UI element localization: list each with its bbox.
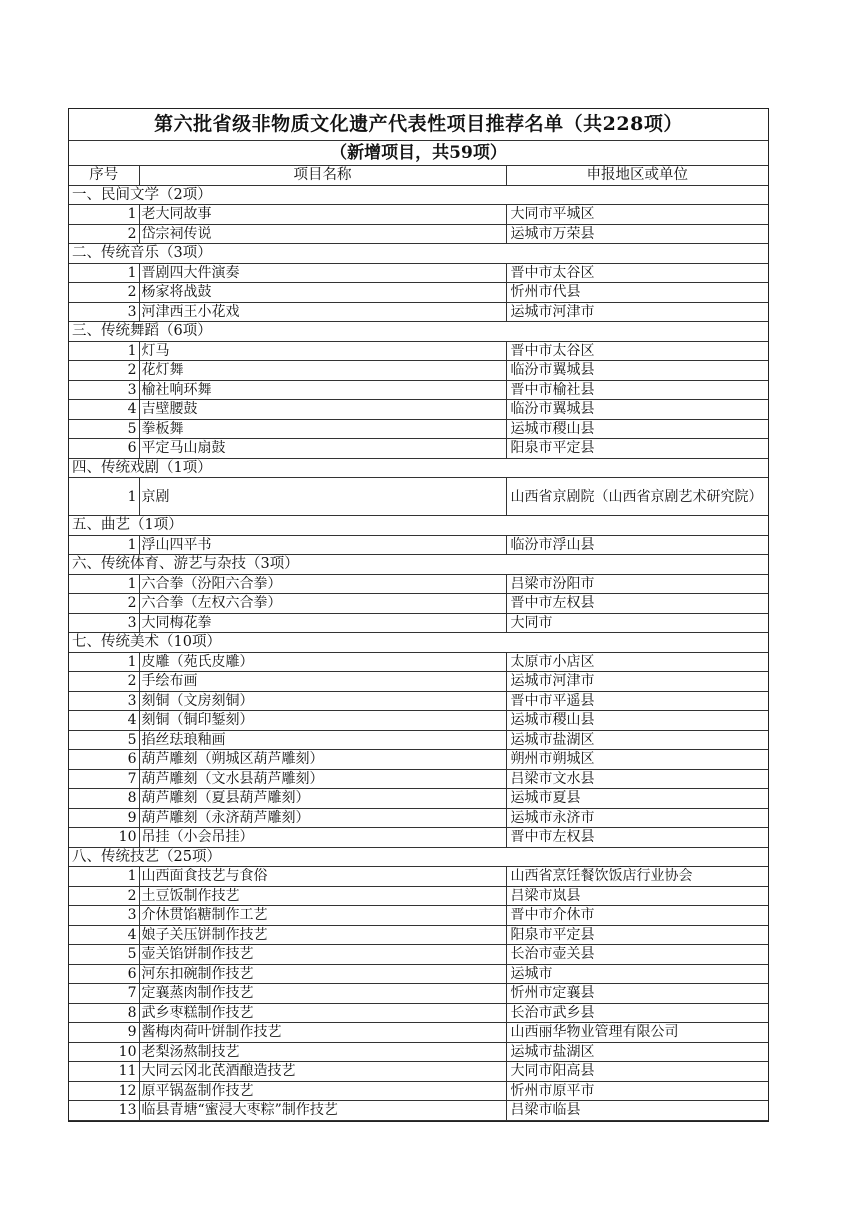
item-number: 9 [69,808,139,828]
item-number: 6 [69,750,139,770]
item-region: 运城市夏县 [506,789,768,809]
item-number: 2 [69,886,139,906]
item-number: 10 [69,1042,139,1062]
item-name: 老大同故事 [139,205,506,225]
table-row [69,1042,768,1062]
item-number: 11 [69,1062,139,1082]
table-row [69,769,768,789]
table-row [69,341,768,361]
item-region: 山西省京剧院（山西省京剧艺术研究院） [506,478,768,516]
item-number: 3 [69,691,139,711]
item-name: 大同梅花拳 [139,613,506,633]
item-region: 长治市武乡县 [506,1003,768,1023]
item-name: 原平锅盔制作技艺 [139,1081,506,1101]
item-name: 河东扣碗制作技艺 [139,964,506,984]
item-number: 1 [69,867,139,887]
item-number: 4 [69,400,139,420]
item-region: 临汾市翼城县 [506,361,768,381]
item-number: 5 [69,730,139,750]
item-region: 朔州市朔城区 [506,750,768,770]
item-name: 山西面食技艺与食俗 [139,867,506,887]
item-number: 3 [69,302,139,322]
table-row [69,1062,768,1082]
category-row [69,458,768,478]
category-label: 一、民间文学（2项） [69,185,768,205]
item-region: 吕梁市临县 [506,1101,768,1121]
table-row [69,984,768,1004]
table-row [69,478,768,516]
item-name: 京剧 [139,478,506,516]
item-number: 1 [69,263,139,283]
item-name: 刻铜（文房刻铜） [139,691,506,711]
table-row [69,945,768,965]
table-row [69,906,768,926]
item-number: 10 [69,828,139,848]
item-number: 6 [69,964,139,984]
category-label: 四、传统戏剧（1项） [69,458,768,478]
item-name: 六合拳（左权六合拳） [139,594,506,614]
item-name: 杨家将战鼓 [139,283,506,303]
table-row [69,574,768,594]
item-number: 1 [69,652,139,672]
item-number: 1 [69,574,139,594]
item-region: 运城市稷山县 [506,419,768,439]
item-number: 3 [69,906,139,926]
item-region: 山西省烹饪餐饮饭店行业协会 [506,867,768,887]
item-region: 运城市稷山县 [506,711,768,731]
table-row [69,439,768,459]
item-number: 2 [69,672,139,692]
item-name: 榆社响环舞 [139,380,506,400]
item-number: 6 [69,439,139,459]
item-number: 1 [69,205,139,225]
item-name: 定襄蒸肉制作技艺 [139,984,506,1004]
category-label: 三、传统舞蹈（6项） [69,322,768,342]
item-region: 运城市 [506,964,768,984]
item-region: 晋中市介休市 [506,906,768,926]
table-row [69,361,768,381]
item-number: 2 [69,283,139,303]
item-number: 2 [69,224,139,244]
table-row [69,1003,768,1023]
item-region: 运城市万荣县 [506,224,768,244]
item-region: 晋中市左权县 [506,828,768,848]
item-number: 4 [69,711,139,731]
table-row [69,925,768,945]
table-row [69,419,768,439]
table-row [69,224,768,244]
item-name: 掐丝珐琅釉画 [139,730,506,750]
category-row [69,244,768,264]
item-name: 刻铜（铜印錾刻） [139,711,506,731]
item-region: 大同市 [506,613,768,633]
item-region: 阳泉市平定县 [506,439,768,459]
item-name: 土豆饭制作技艺 [139,886,506,906]
item-region: 临汾市浮山县 [506,535,768,555]
table-row [69,867,768,887]
item-region: 晋中市平遥县 [506,691,768,711]
table-row [69,886,768,906]
item-name: 临县青塘“蜜浸大枣粽”制作技艺 [139,1101,506,1121]
item-region: 太原市小店区 [506,652,768,672]
item-region: 山西丽华物业管理有限公司 [506,1023,768,1043]
item-number: 7 [69,769,139,789]
item-number: 1 [69,478,139,516]
table-row [69,400,768,420]
item-region: 大同市阳高县 [506,1062,768,1082]
item-name: 葫芦雕刻（朔城区葫芦雕刻） [139,750,506,770]
item-name: 皮雕（苑氏皮雕） [139,652,506,672]
item-name: 吊挂（小会吊挂） [139,828,506,848]
item-region: 阳泉市平定县 [506,925,768,945]
item-number: 8 [69,1003,139,1023]
table-body [69,185,768,1120]
category-row [69,185,768,205]
category-label: 五、曲艺（1项） [69,516,768,536]
item-name: 武乡枣糕制作技艺 [139,1003,506,1023]
table-row [69,263,768,283]
item-region: 晋中市太谷区 [506,341,768,361]
item-name: 晋剧四大件演奏 [139,263,506,283]
item-region: 晋中市左权县 [506,594,768,614]
item-number: 7 [69,984,139,1004]
item-name: 拳板舞 [139,419,506,439]
item-name: 葫芦雕刻（夏县葫芦雕刻） [139,789,506,809]
table-row [69,535,768,555]
category-row [69,633,768,653]
item-name: 壶关馅饼制作技艺 [139,945,506,965]
item-region: 忻州市原平市 [506,1081,768,1101]
table-row [69,828,768,848]
item-name: 岱宗祠传说 [139,224,506,244]
item-region: 运城市永济市 [506,808,768,828]
page-title: 第六批省级非物质文化遗产代表性项目推荐名单（共228项） [69,109,768,141]
item-number: 3 [69,380,139,400]
item-number: 2 [69,594,139,614]
item-number: 8 [69,789,139,809]
category-label: 二、传统音乐（3项） [69,244,768,264]
table-row [69,1101,768,1121]
item-name: 平定马山扇鼓 [139,439,506,459]
item-name: 灯马 [139,341,506,361]
table-row [69,808,768,828]
category-label: 七、传统美术（10项） [69,633,768,653]
item-region: 长治市壶关县 [506,945,768,965]
category-label: 八、传统技艺（25项） [69,847,768,867]
table-row [69,594,768,614]
category-row [69,555,768,575]
table-row [69,672,768,692]
item-region: 忻州市代县 [506,283,768,303]
item-name: 葫芦雕刻（文水县葫芦雕刻） [139,769,506,789]
item-region: 临汾市翼城县 [506,400,768,420]
item-number: 3 [69,613,139,633]
category-row [69,516,768,536]
table-row [69,730,768,750]
item-region: 忻州市定襄县 [506,984,768,1004]
item-number: 5 [69,945,139,965]
header-num: 序号 [69,166,139,185]
item-name: 河津西王小花戏 [139,302,506,322]
table-row [69,750,768,770]
category-row [69,847,768,867]
item-number: 5 [69,419,139,439]
item-number: 1 [69,535,139,555]
item-region: 吕梁市岚县 [506,886,768,906]
item-name: 大同云冈北芪酒酿造技艺 [139,1062,506,1082]
table-row [69,283,768,303]
project-table [69,166,768,1121]
header-region: 申报地区或单位 [506,166,768,185]
item-number: 1 [69,341,139,361]
item-region: 运城市盐湖区 [506,1042,768,1062]
item-region: 运城市河津市 [506,302,768,322]
item-name: 花灯舞 [139,361,506,381]
item-name: 老梨汤熬制技艺 [139,1042,506,1062]
table-row [69,1023,768,1043]
item-name: 娘子关压饼制作技艺 [139,925,506,945]
table-row [69,613,768,633]
table-row [69,789,768,809]
item-name: 酱梅肉荷叶饼制作技艺 [139,1023,506,1043]
category-row [69,322,768,342]
item-region: 吕梁市汾阳市 [506,574,768,594]
table-header-row [69,166,768,185]
item-number: 12 [69,1081,139,1101]
item-name: 六合拳（汾阳六合拳） [139,574,506,594]
item-region: 运城市河津市 [506,672,768,692]
table-row [69,1081,768,1101]
item-name: 浮山四平书 [139,535,506,555]
item-region: 晋中市太谷区 [506,263,768,283]
table-row [69,964,768,984]
item-number: 9 [69,1023,139,1043]
item-number: 13 [69,1101,139,1121]
table-row [69,205,768,225]
item-name: 手绘布画 [139,672,506,692]
item-number: 2 [69,361,139,381]
item-name: 吉壁腰鼓 [139,400,506,420]
category-label: 六、传统体育、游艺与杂技（3项） [69,555,768,575]
table-row [69,691,768,711]
item-name: 介休贯馅糖制作工艺 [139,906,506,926]
item-region: 晋中市榆社县 [506,380,768,400]
item-name: 葫芦雕刻（永济葫芦雕刻） [139,808,506,828]
table-row [69,302,768,322]
table-row [69,711,768,731]
item-region: 运城市盐湖区 [506,730,768,750]
table-row [69,380,768,400]
recommendation-list-sheet [68,108,769,1122]
item-region: 大同市平城区 [506,205,768,225]
table-row [69,652,768,672]
item-region: 吕梁市文水县 [506,769,768,789]
item-number: 4 [69,925,139,945]
page-subtitle: （新增项目，共59项） [69,141,768,166]
header-name: 项目名称 [139,166,506,185]
